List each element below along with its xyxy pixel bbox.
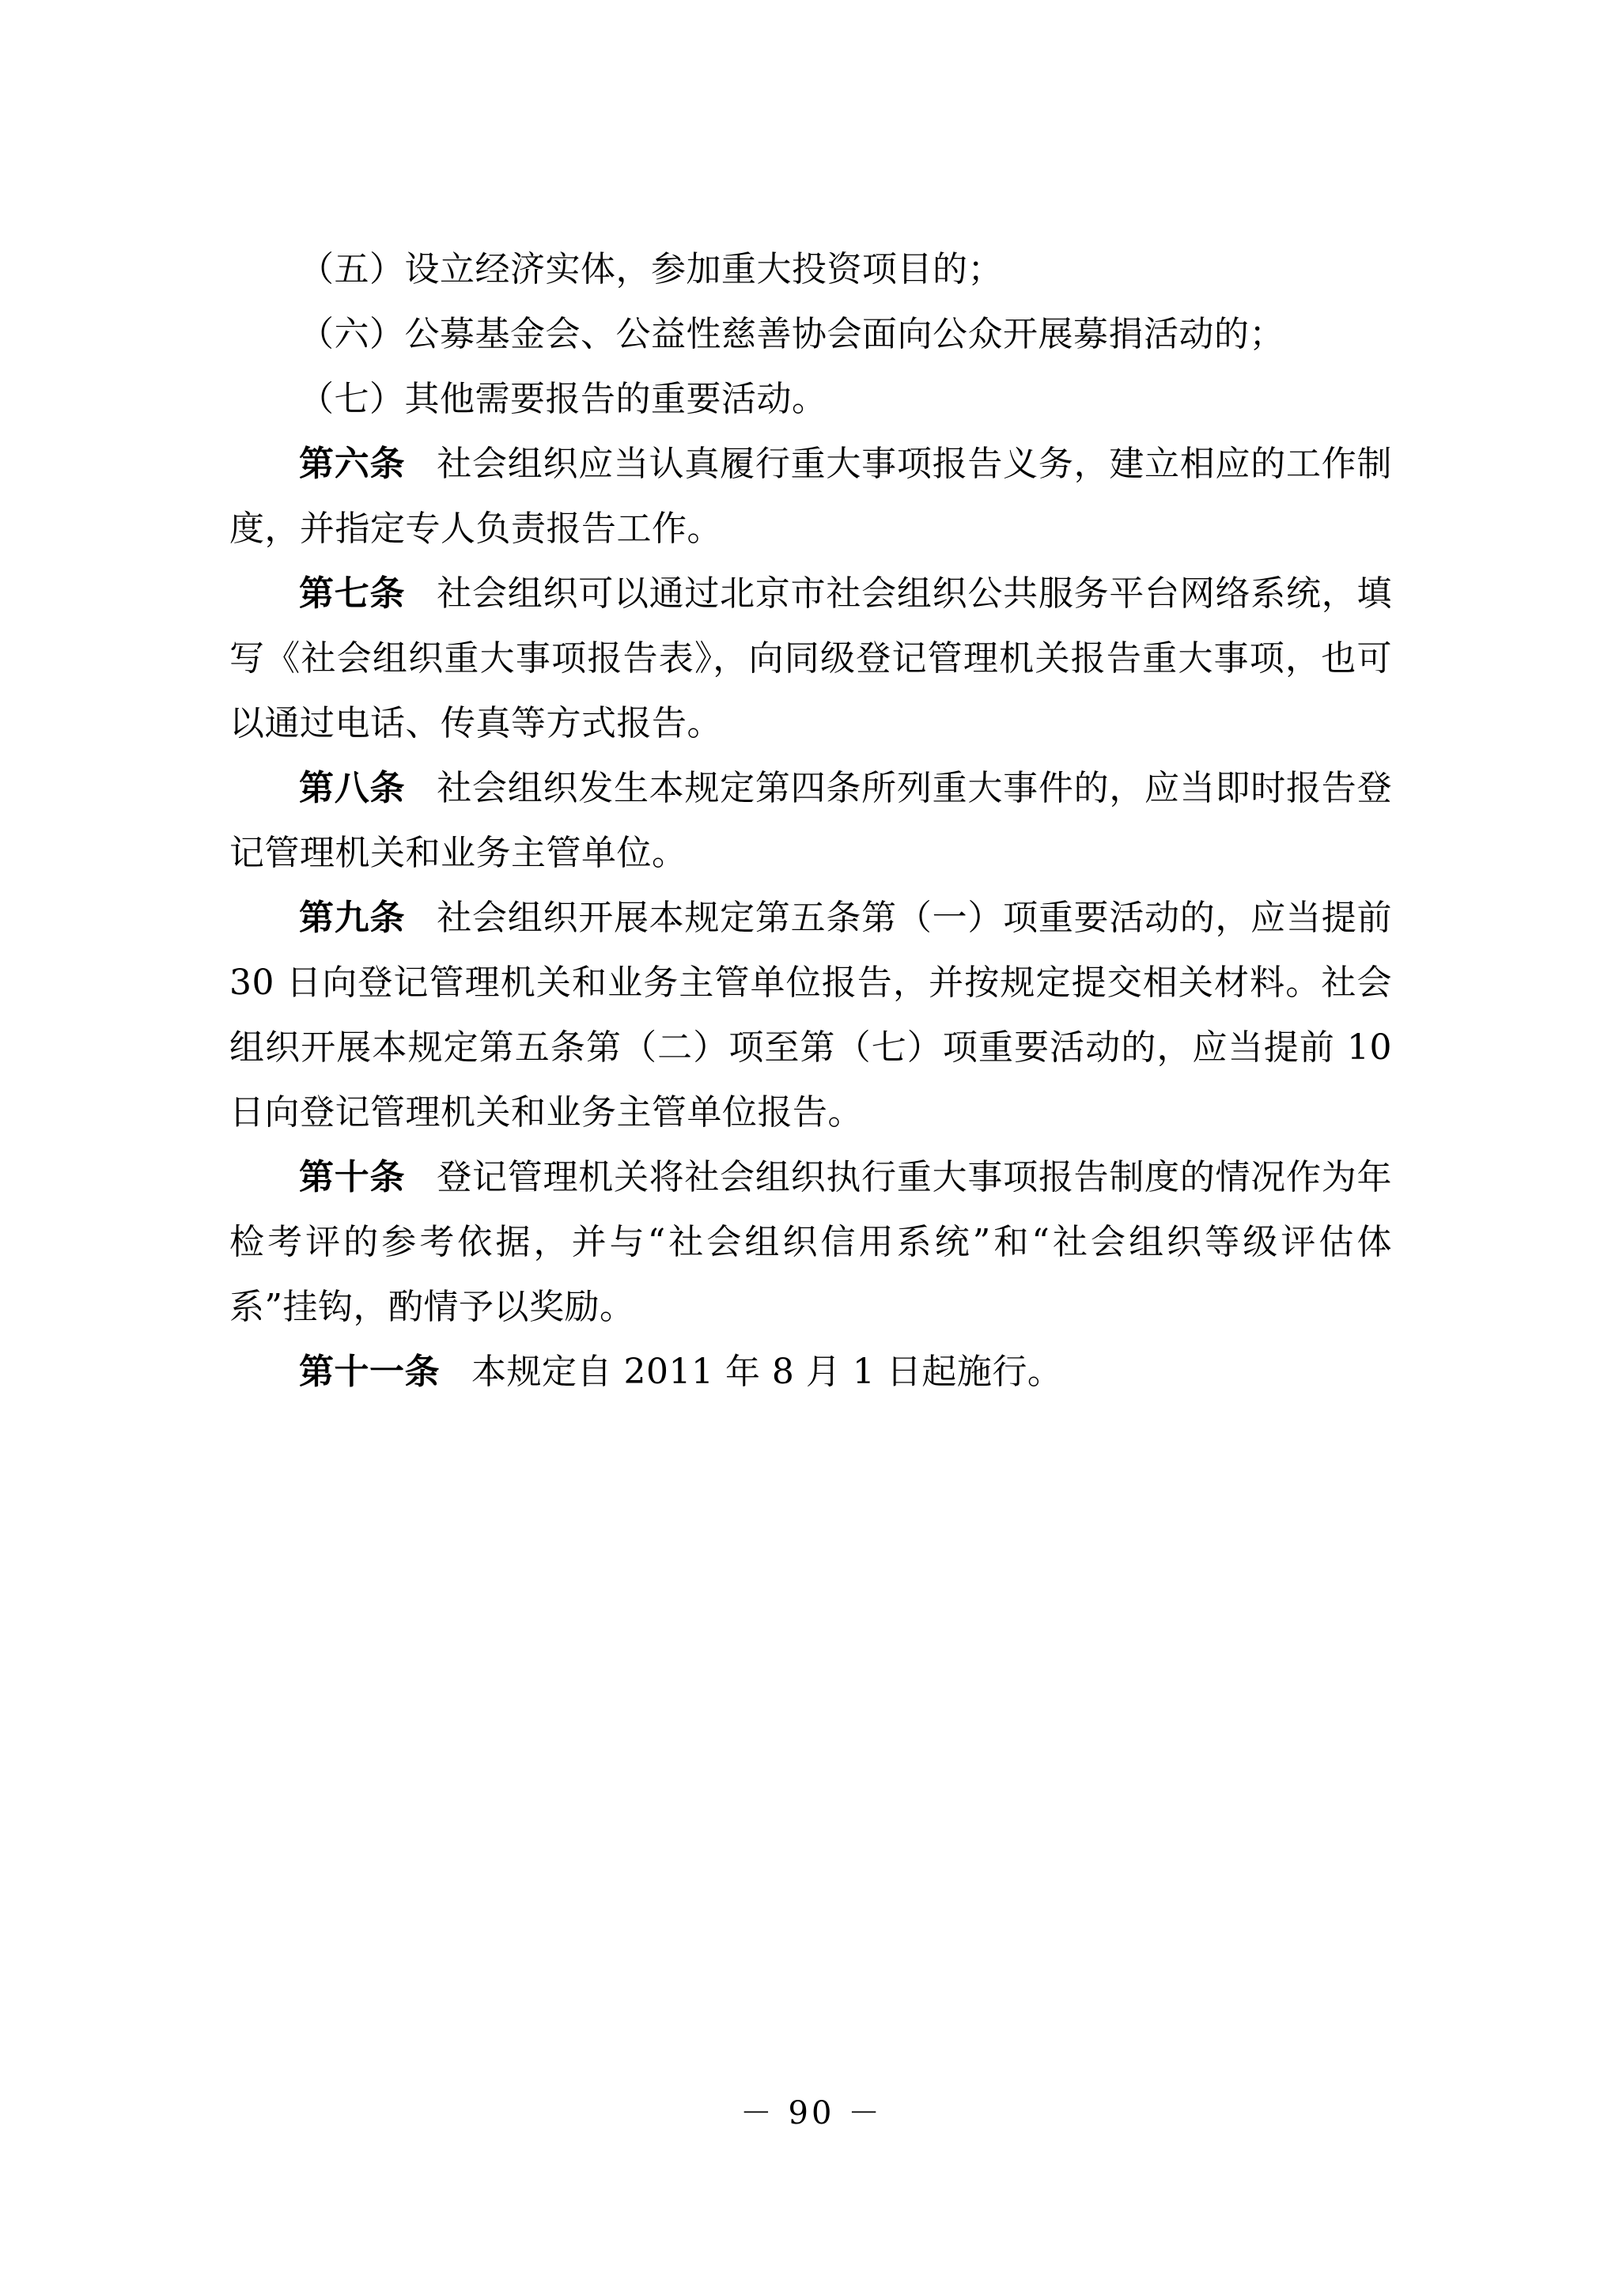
- article-10: [229, 1145, 1392, 1340]
- article-11: [229, 1340, 1392, 1405]
- article-9: [229, 886, 1392, 1145]
- article-label: 第八条: [299, 768, 406, 808]
- article-label: 第十条: [299, 1157, 406, 1197]
- document-body: [229, 237, 1392, 1405]
- article-text: 社会组织发生本规定第四条所列重大事件的，应当即时报告登记管理机关和业务主管单位。: [229, 768, 1393, 873]
- list-item-six: （六）公募基金会、公益性慈善协会面向公众开展募捐活动的；: [299, 314, 1284, 354]
- article-label: 第九条: [299, 898, 406, 938]
- article-label: 第七条: [299, 573, 406, 614]
- list-item-five: （五）设立经济实体，参加重大投资项目的；: [299, 249, 1003, 289]
- article-text: 本规定自 2011 年 8 月 1 日起施行。: [471, 1352, 1063, 1392]
- article-text: 社会组织应当认真履行重大事项报告义务，建立相应的工作制度，并指定专人负责报告工作。: [229, 444, 1393, 549]
- article-label: 第六条: [299, 444, 406, 484]
- article-text: 登记管理机关将社会组织执行重大事项报告制度的情况作为年检考评的参考依据，并与“社会组织信用系统”和“社会组织等级评估体系”挂钩，酌情予以奖励。: [229, 1157, 1393, 1327]
- article-6: [229, 432, 1392, 562]
- article-text: 社会组织开展本规定第五条第（一）项重要活动的，应当提前 30 日向登记管理机关和业务主管单位报告，并按规定提交相关材料。社会组织开展本规定第五条第（二）项至第（七）项重要活动的，应当提前 10 日向登记管理机关和业务主管单位报告。: [229, 898, 1393, 1133]
- list-item-seven: （七）其他需要报告的重要活动。: [299, 379, 827, 419]
- article-7: [229, 562, 1392, 756]
- article-text: 社会组织可以通过北京市社会组织公共服务平台网络系统，填写《社会组织重大事项报告表》，向同级登记管理机关报告重大事项，也可以通过电话、传真等方式报告。: [229, 573, 1393, 743]
- article-label: 第十一条: [299, 1352, 440, 1392]
- article-8: [229, 756, 1392, 886]
- page-number: － 90 －: [740, 2095, 883, 2131]
